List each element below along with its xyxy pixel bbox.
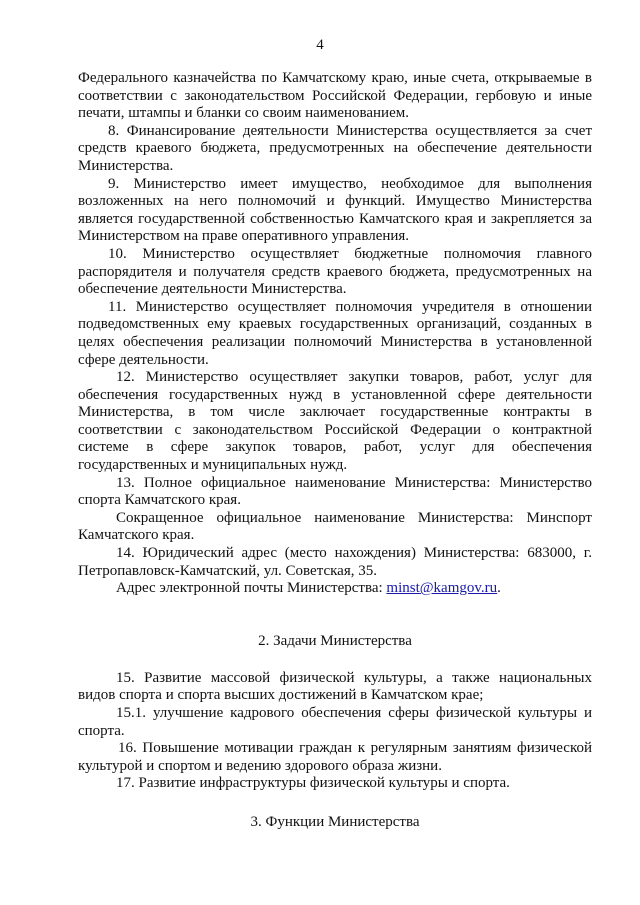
paragraph-email: [78, 580, 592, 598]
paragraph-continuation: Федерального казначейства по Камчатскому краю, иные счета, открываемые в соответствии с законодательством Российской Федерации, гербовую и иные печати, штампы и бланки со своим наименованием.: [78, 70, 592, 122]
paragraph-short-name: Сокращенное официальное наименование Министерства: Минспорт Камчатского края.: [78, 509, 592, 544]
paragraph-14: 14. Юридический адрес (место нахождения) Министерства: 683000, г. Петропавловск-Камчатский, ул. Советская, 35.: [78, 545, 592, 579]
paragraph-13: 13. Полное официальное наименование Министерства: Министерство спорта Камчатского края.: [78, 474, 592, 509]
paragraph-8: 8. Финансирование деятельности Министерства осуществляется за счет средств краевого бюджета, предусмотренных на обеспечение деятельности Министерства.: [78, 122, 592, 174]
paragraph-17: 17. Развитие инфраструктуры физической культуры и спорта.: [116, 775, 510, 792]
page-number: 4: [316, 37, 324, 53]
paragraph-11: 11. Министерство осуществляет полномочия учредителя в отношении подведомственных ему краевых государственных организаций, созданных в целях обеспечения реализации полномочий Министерства в установленной сфере деятельности.: [78, 298, 592, 368]
email-label: Адрес электронной почты Министерства:: [116, 580, 387, 597]
paragraph-15-1: 15.1. улучшение кадрового обеспечения сферы физической культуры и спорта.: [78, 705, 592, 739]
paragraph-12: 12. Министерство осуществляет закупки товаров, работ, услуг для обеспечения государственных нужд в установленной сфере деятельности Министерства, в том числе заключает государственные контракты в соответствии с законодательством Российской Федерации о контрактной системе в сфере закупок товаров, работ, услуг для обеспечения государственных и муниципальных нужд.: [78, 369, 592, 474]
email-suffix: .: [497, 580, 501, 597]
section-2-heading: 2. Задачи Министерства: [258, 632, 412, 649]
paragraph-15: 15. Развитие массовой физической культуры, а также национальных видов спорта и спорта высших достижений в Камчатском крае;: [78, 669, 592, 704]
document-body: [78, 70, 592, 831]
email-link[interactable]: minst@kamgov.ru: [386, 580, 498, 597]
paragraph-16: 16. Повышение мотивации граждан к регулярным занятиям физической культурой и спортом и ведению здорового образа жизни.: [78, 740, 592, 774]
paragraph-10: 10. Министерство осуществляет бюджетные полномочия главного распорядителя и получателя средств краевого бюджета, предусмотренных на обеспечение деятельности Министерства.: [78, 245, 592, 298]
paragraph-9: 9. Министерство имеет имущество, необходимое для выполнения возложенных на него полномочий и функций. Имущество Министерства является государственной собственностью Камчатского края и закрепляется за Министерством на праве оперативного управления.: [78, 175, 592, 245]
section-3-heading: 3. Функции Министерства: [250, 813, 420, 830]
